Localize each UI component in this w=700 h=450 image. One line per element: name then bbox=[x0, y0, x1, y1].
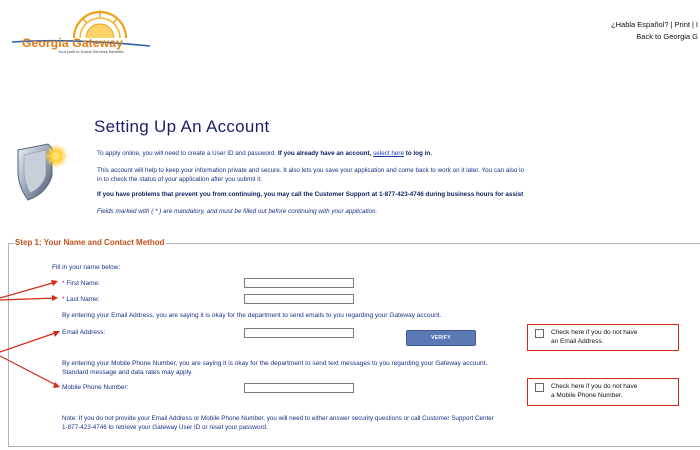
mobile-phone-label: Mobile Phone Number: bbox=[62, 384, 129, 391]
select-here-link[interactable]: select here bbox=[373, 150, 404, 157]
intro-bold-text: If you already have an account, bbox=[277, 150, 374, 157]
print-link[interactable]: Print bbox=[674, 20, 690, 29]
arrowhead bbox=[51, 280, 58, 286]
back-to-georgia-link[interactable]: Back to Georgia G bbox=[636, 32, 698, 41]
arrowhead bbox=[53, 331, 60, 337]
espanol-link[interactable]: ¿Habla Español? bbox=[611, 20, 669, 29]
intro-support-text: If you have problems that prevent you from continuing, you may call the Customer Support at 1-877-423-4746 during business hours for assist bbox=[97, 191, 524, 198]
footer-note-line: Note: If you do not provide your Email Address or Mobile Phone Number, you will need to either answer security questions or call Customer Support Center bbox=[62, 415, 494, 422]
verify-button[interactable]: VERIFY bbox=[406, 330, 476, 346]
intro-bold-text: to log in. bbox=[403, 150, 432, 157]
logo-tagline: Your path to Social Services Benefits bbox=[58, 49, 124, 54]
email-label: Email Address: bbox=[62, 329, 106, 336]
intro-line: This account will help to keep your information private and secure. It also lets you save your application and come back to work on it later. You can also lo bbox=[97, 167, 525, 174]
first-name-input[interactable] bbox=[244, 278, 354, 288]
page-title: Setting Up An Account bbox=[94, 117, 270, 136]
logo-text[interactable]: Georgia Gateway bbox=[22, 36, 124, 50]
no-email-checkbox[interactable] bbox=[535, 329, 544, 338]
first-name-label-text: First Name: bbox=[64, 280, 100, 287]
intro-login-text bbox=[97, 150, 432, 157]
email-input[interactable] bbox=[244, 328, 354, 338]
email-consent-note: By entering your Email Address, you are saying it is okay for the department to send emails to you regarding your Gateway account. bbox=[62, 312, 442, 319]
link-separator: | bbox=[691, 20, 694, 29]
mandatory-fields-note: Fields marked with ( * ) are mandatory, and must be filled out before continuing with your application. bbox=[97, 208, 378, 215]
fill-instruction: Fill in your name below: bbox=[52, 264, 121, 271]
no-mobile-checkbox-label bbox=[551, 382, 637, 400]
intro-account-text bbox=[97, 166, 524, 184]
required-mark: * bbox=[62, 280, 65, 287]
last-name-label-text: Last Name: bbox=[64, 296, 100, 303]
footer-note-line: 1-877-423-4746 to retrieve your Gateway User ID or reset your password. bbox=[62, 424, 268, 431]
intro-line: in to check the status of your application after you submit it. bbox=[97, 176, 263, 183]
arrow-to-first-name bbox=[0, 282, 56, 298]
arrow-to-email bbox=[0, 332, 58, 352]
arrowhead bbox=[53, 382, 60, 388]
mobile-note-line: By entering your Mobile Phone Number, you are saying it is okay for the department to send text messages to you regarding your Gateway account. bbox=[62, 360, 488, 367]
checkbox-label-line: an Email Address. bbox=[551, 338, 604, 345]
arrow-to-last-name bbox=[0, 298, 56, 300]
mobile-consent-note bbox=[62, 360, 487, 377]
mobile-phone-input[interactable] bbox=[244, 383, 354, 393]
annotation-arrows bbox=[0, 0, 80, 450]
step-1-legend: Step 1: Your Name and Contact Method bbox=[15, 238, 165, 247]
top-links bbox=[611, 19, 698, 43]
checkbox-label-line: a Mobile Phone Number. bbox=[551, 392, 623, 399]
required-mark: * bbox=[62, 296, 65, 303]
checkbox-label-line: Check here if you do not have bbox=[551, 383, 638, 390]
footer-note bbox=[62, 414, 494, 432]
last-name-input[interactable] bbox=[244, 294, 354, 304]
intro-text: To apply online, you will need to create a User ID and password. bbox=[97, 150, 278, 157]
checkbox-label-line: Check here if you do not have bbox=[551, 329, 638, 336]
cut-off-link[interactable]: I bbox=[695, 20, 698, 29]
no-mobile-checkbox[interactable] bbox=[535, 383, 544, 392]
no-email-checkbox-label bbox=[551, 328, 637, 346]
mobile-note-line: Standard message and data rates may apply. bbox=[62, 368, 193, 376]
link-separator: | bbox=[670, 20, 673, 29]
arrowhead bbox=[52, 295, 58, 301]
arrow-to-mobile bbox=[0, 356, 58, 386]
